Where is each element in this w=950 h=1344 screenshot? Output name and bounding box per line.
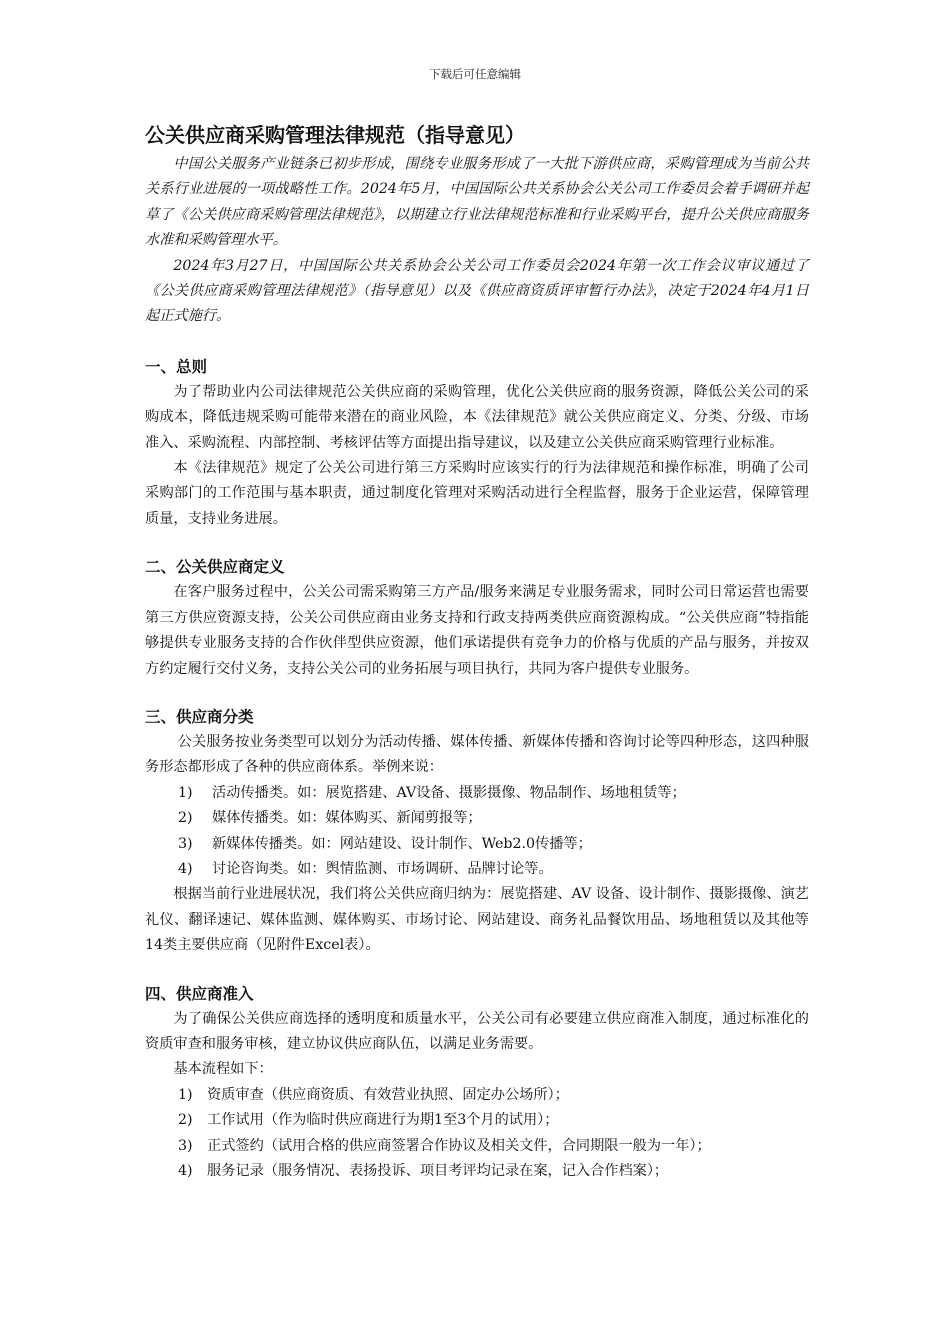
list-item-number: 2)	[178, 1112, 193, 1129]
section-paragraph: 本《法律规范》规定了公关公司进行第三方采购时应该实行的行为法律规范和操作标准，明确了公司采购部门的工作范围与基本职责，通过制度化管理对采购活动进行全程监督，服务于企业运营，保障管理质量，支持业务进展。	[145, 460, 809, 527]
document-title: 公关供应商采购管理法律规范（指导意见）	[145, 123, 525, 147]
list-item-text: 活动传播类。如：展览搭建、AV设备、摄影摄像、物品制作、场地租赁等；	[212, 784, 686, 801]
list-item	[145, 857, 809, 882]
spacer	[145, 532, 809, 555]
list-item	[145, 1108, 809, 1133]
intro-paragraph: 中国公关服务产业链条已初步形成，围绕专业服务形成了一大批下游供应商，采购管理成为当前公共关系行业进展的一项战略性工作。2024年5月，中国国际公共关系协会公关公司工作委员会着手调研并起草了《公关供应商采购管理法律规范》，以期建立行业法律规范标准和行业采购平台，提升公关供应商服务水准和采购管理水平。	[145, 156, 809, 249]
section-paragraph: 在客户服务过程中，公关公司需采购第三方产品/服务来满足专业服务需求，同时公司日常运营也需要第三方供应资源支持，公关公司供应商由业务支持和行政支持两类供应商资源构成。“公关供应商”特指能够提供专业服务支持的合作伙伴型供应资源，他们承诺提供有竞争力的价格与优质的产品与服务，并按双方约定履行交付义务，支持公关公司的业务拓展与项目执行，共同为客户提供专业服务。	[145, 584, 809, 677]
list-item-number: 3)	[178, 1137, 193, 1154]
list-item	[145, 1083, 809, 1108]
list-item-text: 正式签约（试用合格的供应商签署合作协议及相关文件，合同期限一般为一年）；	[207, 1137, 711, 1154]
page-header: 下载后可任意编辑	[429, 67, 521, 81]
list-item-number: 4)	[178, 860, 193, 877]
spacer	[145, 959, 809, 982]
category-list	[145, 781, 809, 883]
list-item-text: 资质审查（供应商资质、有效营业执照、固定办公场所）；	[207, 1086, 569, 1103]
list-item	[145, 781, 809, 806]
list-item	[145, 832, 809, 857]
list-item-number: 4)	[178, 1163, 193, 1179]
list-item-number: 1)	[178, 784, 193, 801]
section-paragraph: 为了帮助业内公司法律规范公关供应商的采购管理，优化公关供应商的服务资源，降低公关公司的采购成本，降低违规采购可能带来潜在的商业风险，本《法律规范》就公关供应商定义、分类、分级、市场准入、采购流程、内部控制、考核评估等方面提出指导建议，以及建立公关供应商采购管理行业标准。	[145, 383, 809, 451]
list-item	[145, 1134, 809, 1159]
list-item-number: 1)	[178, 1086, 193, 1103]
list-item	[145, 806, 809, 831]
section-heading: 三、供应商分类	[145, 707, 254, 726]
section-paragraph: 根据当前行业进展状况，我们将公关供应商归纳为：展览搭建、AV 设备、设计制作、摄影摄像、演艺礼仪、翻译速记、媒体监测、媒体购买、市场讨论、网站建设、商务礼品餐饮用品、场地租赁以及其他等14类主要供应商（见附件Excel表）。	[145, 886, 809, 954]
list-item-number: 3)	[178, 835, 193, 852]
list-item-text: 新媒体传播类。如：网站建设、设计制作、Web2.0传播等；	[212, 835, 592, 852]
list-item	[145, 1159, 809, 1184]
list-item-text: 讨论咨询类。如：舆情监测、市场调研、品牌讨论等。	[212, 860, 553, 877]
section-heading: 四、供应商准入	[145, 984, 254, 1003]
section-heading: 二、公关供应商定义	[145, 558, 285, 577]
list-item-text: 工作试用（作为临时供应商进行为期1至3个月的试用）；	[207, 1112, 559, 1129]
section-paragraph: 基本流程如下：	[173, 1061, 273, 1078]
intro-paragraph: 2024年3月27日，中国国际公共关系协会公关公司工作委员会2024年第一次工作会议审议通过了《公关供应商采购管理法律规范》（指导意见）以及《供应商资质评审暂行办法》，决定于2024年4月1日起正式施行。	[145, 257, 809, 325]
section-heading: 一、总则	[145, 357, 208, 376]
document-body	[145, 118, 809, 1184]
section-paragraph: 为了确保公关供应商选择的透明度和质量水平，公关公司有必要建立供应商准入制度，通过标准化的资质审查和服务审核，建立协议供应商队伍，以满足业务需要。	[145, 1010, 809, 1052]
spacer	[145, 682, 809, 705]
list-item-number: 2)	[178, 810, 193, 827]
process-list	[145, 1083, 809, 1185]
section-paragraph: 公关服务按业务类型可以划分为活动传播、媒体传播、新媒体传播和咨询讨论等四种形态，这四种服务形态都形成了各种的供应商体系。举例来说：	[145, 733, 809, 776]
list-item-text: 媒体传播类。如：媒体购买、新闻剪报等；	[212, 810, 482, 827]
list-item-text: 服务记录（服务情况、表扬投诉、项目考评均记录在案，记入合作档案）；	[207, 1163, 669, 1179]
spacer	[145, 330, 809, 355]
